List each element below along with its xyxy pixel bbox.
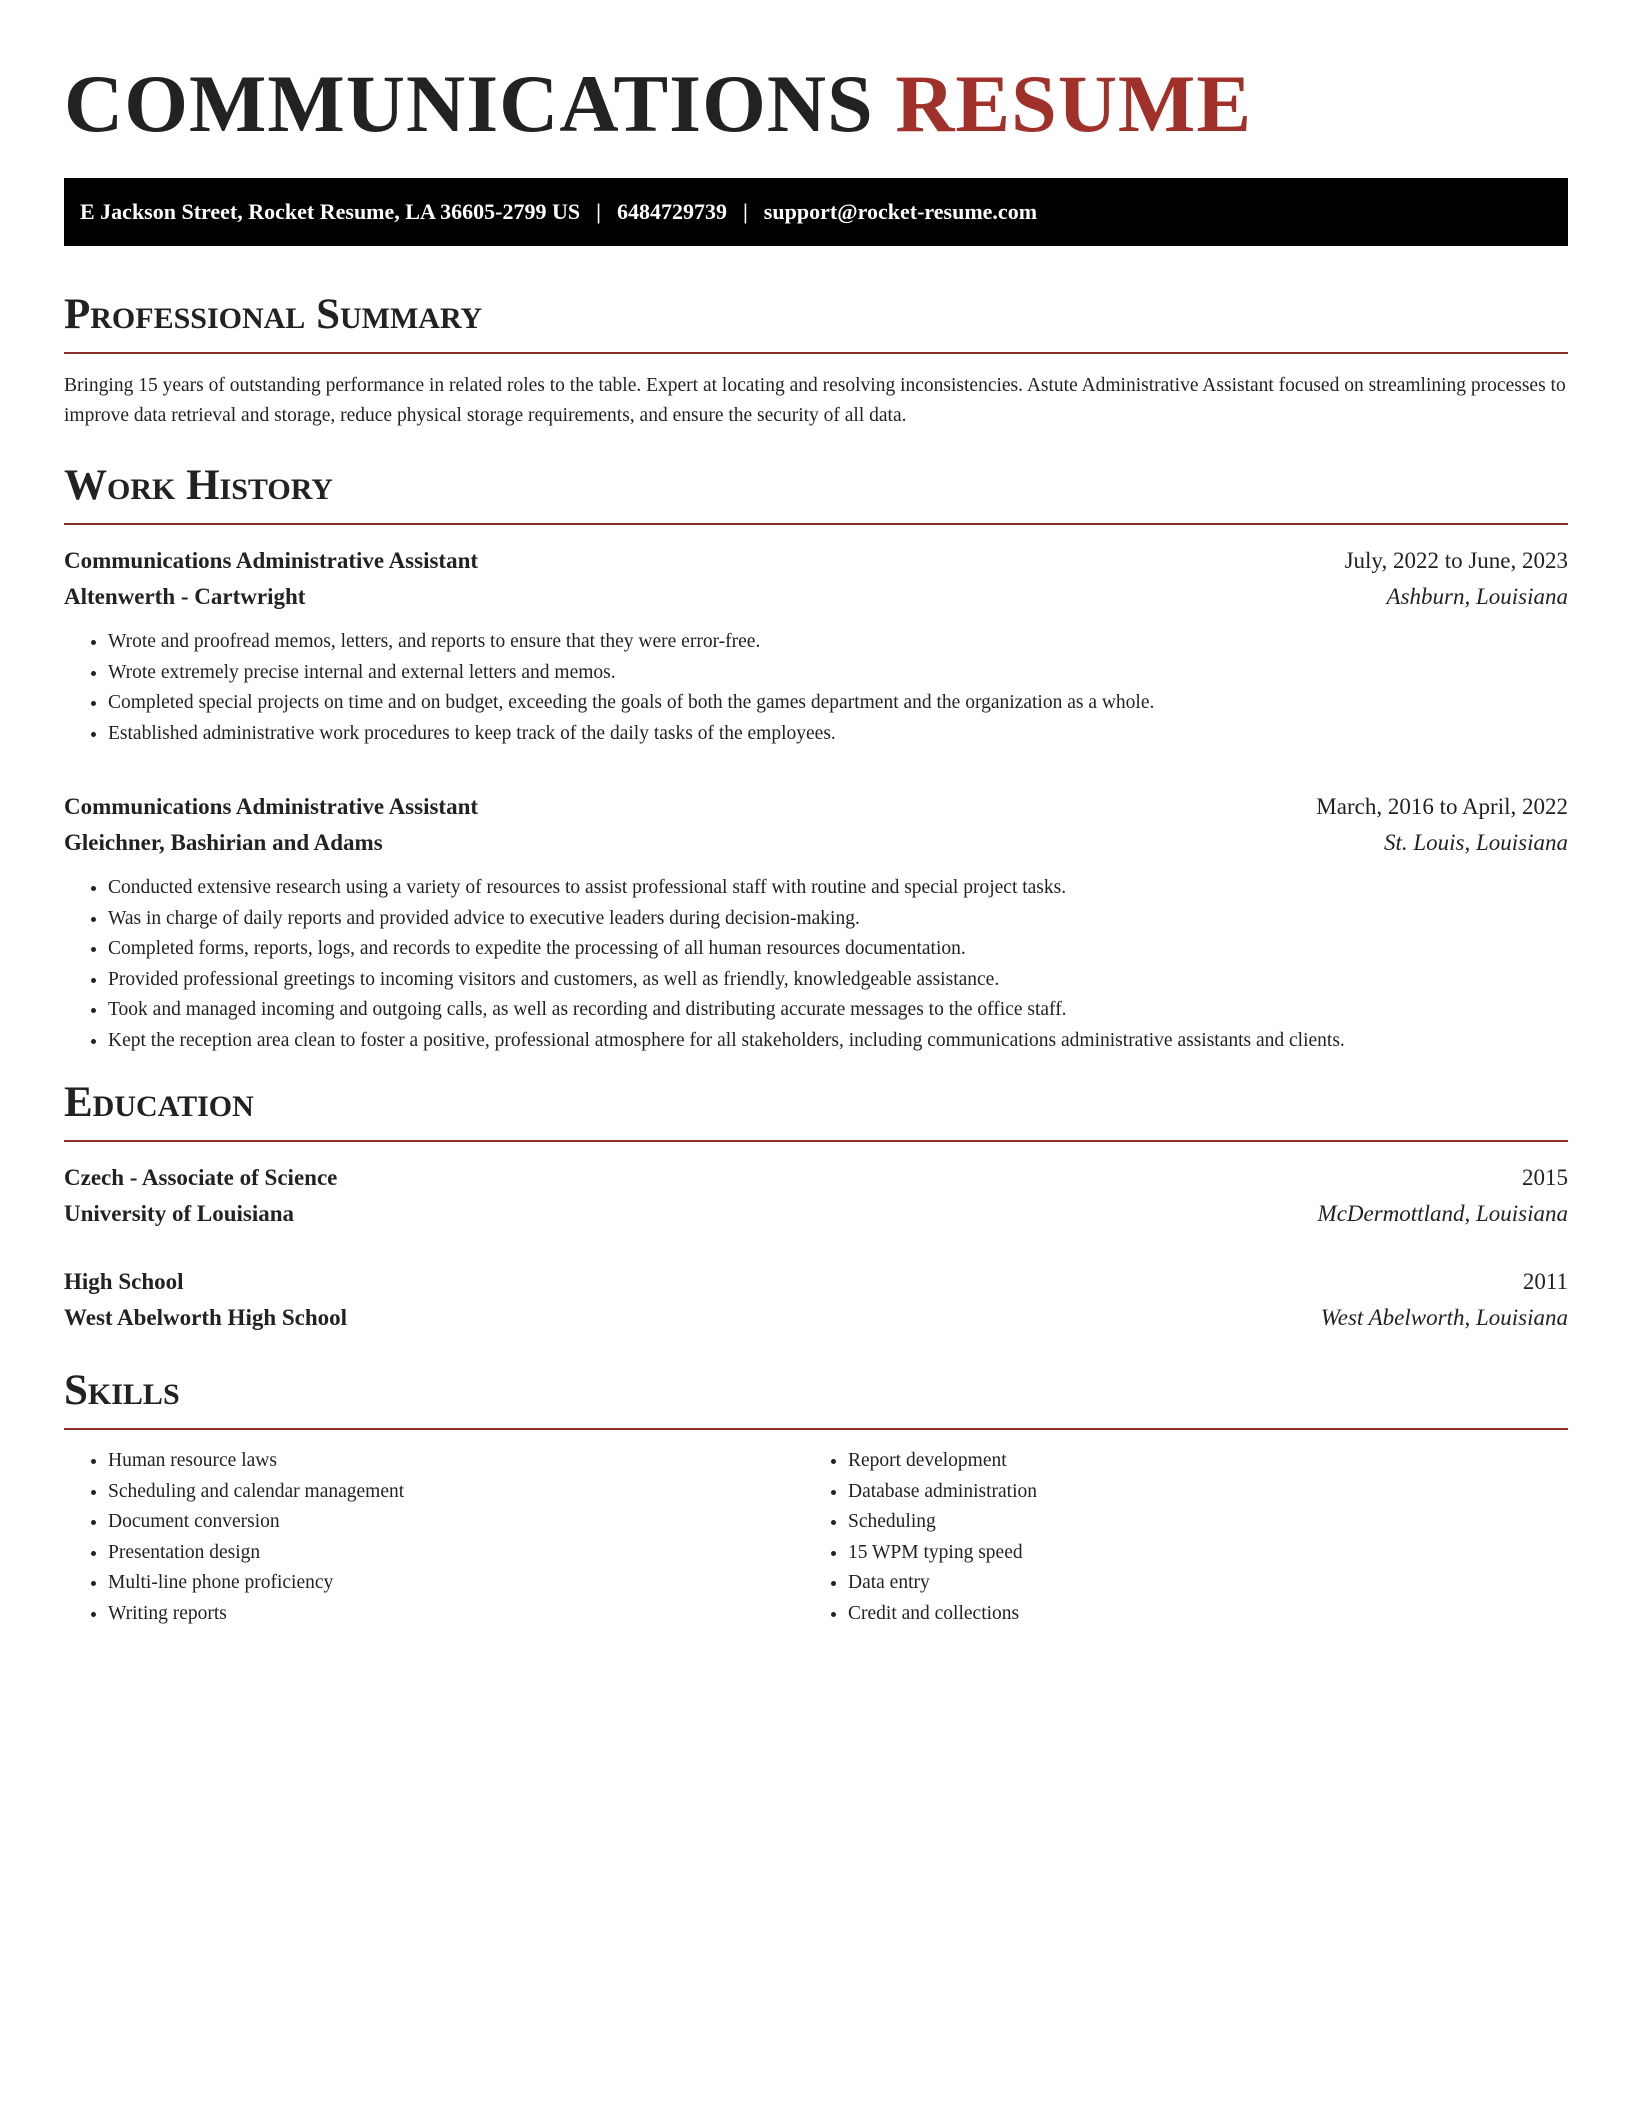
contact-separator: | [742,199,748,224]
job-title: Communications Administrative Assistant [64,548,479,573]
list-item: • Completed special projects on time and on budget, exceeding the goals of both the games department and the organization as a whole. [108,688,1568,719]
skills-section [64,1366,1568,1629]
list-item: • Kept the reception area clean to foster a positive, professional atmosphere for all stakeholders, including communications administrative assistants and clients. [108,1026,1568,1057]
education-location: West Abelworth, Louisiana [1320,1305,1568,1330]
job-company: Altenwerth - Cartwright [64,584,306,609]
list-item: • Credit and collections [848,1599,1544,1630]
contact-address: E Jackson Street, Rocket Resume, LA 36605-2799 US [80,199,581,224]
education-degree: Czech - Associate of Science [64,1165,338,1190]
list-item: • Wrote extremely precise internal and external letters and memos. [108,658,1568,689]
job-dates: July, 2022 to June, 2023 [1344,548,1568,573]
education-year: 2011 [1522,1269,1568,1294]
job-location: St. Louis, Louisiana [1383,830,1568,855]
education-heading: Education [64,1078,1568,1142]
contact-separator: | [596,199,601,224]
summary-text: Bringing 15 years of outstanding performance in related roles to the table. Expert at locating and resolving inconsistencies. Astute Administrative Assistant focused on streamlining processes to improve data retrieval and storage, reduce physical storage requirements, and ensure the security of all data. [64,375,1566,426]
list-item: • Presentation design [108,1538,804,1569]
education-year: 2015 [1522,1165,1568,1190]
resume-title [64,56,1568,152]
education-section [64,1078,1568,1336]
list-item: • Writing reports [108,1599,804,1630]
list-item: • 15 WPM typing speed [848,1538,1544,1569]
title-accent: RESUME [895,58,1253,149]
job-title: Communications Administrative Assistant [64,794,479,819]
education-school: West Abelworth High School [64,1305,348,1330]
list-item: • Completed forms, reports, logs, and records to expedite the processing of all human resources documentation. [108,934,1568,965]
work-heading: Work History [64,461,1568,525]
job-bullets [64,627,1568,749]
job-company: Gleichner, Bashirian and Adams [64,830,383,855]
work-section [64,461,1568,1056]
list-item: • Document conversion [108,1507,804,1538]
contact-phone: 6484729739 [616,199,727,224]
list-item: • Took and managed incoming and outgoing calls, as well as recording and distributing accurate messages to the office staff. [108,995,1568,1026]
list-item: • Scheduling [848,1507,1544,1538]
list-item: • Wrote and proofread memos, letters, and reports to ensure that they were error-free. [108,627,1568,658]
job-dates: March, 2016 to April, 2022 [1316,794,1568,819]
list-item: • Conducted extensive research using a variety of resources to assist professional staff with routine and special project tasks. [108,873,1568,904]
contact-email: support@rocket-resume.com [763,199,1038,224]
list-item: • Provided professional greetings to incoming visitors and customers, as well as friendly, knowledgeable assistance. [108,965,1568,996]
education-school: University of Louisiana [64,1201,295,1226]
skills-list-left [64,1446,804,1629]
education-degree: High School [64,1269,184,1294]
contact-bar [64,178,1568,246]
list-item: • Scheduling and calendar management [108,1477,804,1508]
education-entry [64,1264,1568,1336]
skills-columns [64,1446,1568,1629]
list-item: • Human resource laws [108,1446,804,1477]
job-entry [64,543,1568,749]
skills-heading: Skills [64,1366,1568,1430]
job-location: Ashburn, Louisiana [1386,584,1568,609]
skills-list-right [804,1446,1544,1629]
education-entry [64,1160,1568,1232]
title-main: COMMUNICATIONS [64,58,874,149]
education-location: McDermottland, Louisiana [1317,1201,1568,1226]
summary-section [64,290,1568,431]
list-item: • Multi-line phone proficiency [108,1568,804,1599]
list-item: • Data entry [848,1568,1544,1599]
list-item: • Established administrative work procedures to keep track of the daily tasks of the employees. [108,719,1568,750]
list-item: • Report development [848,1446,1544,1477]
job-bullets [64,873,1568,1056]
list-item: • Database administration [848,1477,1544,1508]
job-entry [64,789,1568,1056]
list-item: • Was in charge of daily reports and provided advice to executive leaders during decision-making. [108,904,1568,935]
summary-heading: Professional Summary [64,290,1568,354]
